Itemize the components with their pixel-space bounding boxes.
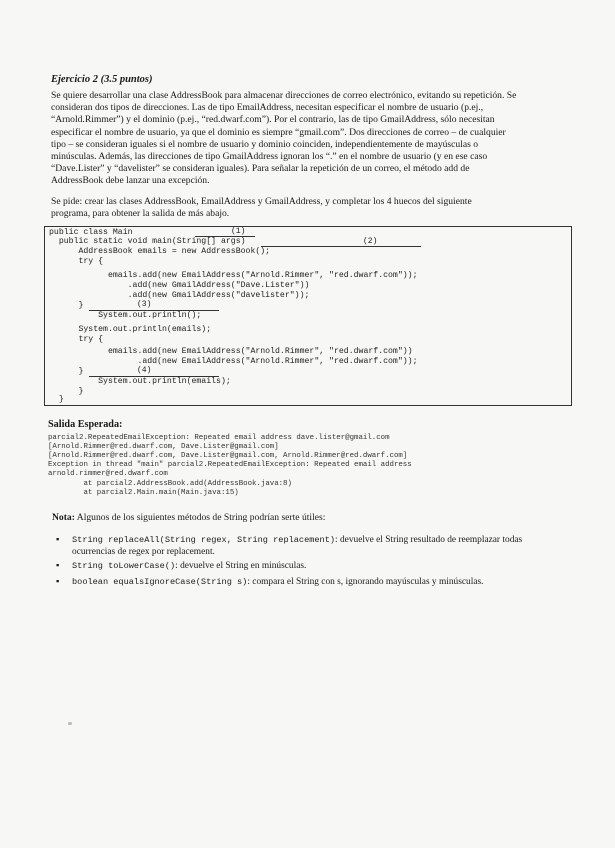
output-line: at parcial2.AddressBook.add(AddressBook.java:8) (48, 480, 292, 488)
code-line: } (49, 301, 84, 310)
blank-2 (261, 246, 421, 247)
code-line: } (49, 395, 64, 404)
method-description: : devuelve el String en minúsculas. (175, 561, 307, 571)
code-line: System.out.println(emails); (49, 325, 212, 334)
blank-label-3: (3) (137, 300, 152, 309)
note (52, 512, 325, 523)
code-line: .add(new EmailAddress("Arnold.Rimmer", "red.dwarf.com")); (49, 357, 418, 366)
paragraph-line: minúsculas. Además, las direcciones de tipo GmailAddress ignoran los “.” en el nombre de usuario (y en ese caso (51, 151, 488, 163)
bullet-icon: ▪ (56, 577, 60, 587)
code-line: try { (49, 335, 104, 344)
note-label: Nota: (52, 512, 75, 523)
output-line: [Arnold.Rimmer@red.dwarf.com, Dave.Lister@gmail.com] (48, 443, 279, 451)
method-signature: String toLowerCase() (72, 561, 176, 571)
task-description (51, 196, 575, 220)
code-line: AddressBook emails = new AddressBook(); (49, 247, 271, 256)
paragraph-line: Se quiere desarrollar una clase AddressBook para almacenar direcciones de correo electrónico, evitando su repetición. Se (51, 90, 517, 101)
code-line: } (49, 387, 84, 396)
paragraph-line: “Arnold.Rimmer”) y el dominio (p.ej., “red.dwarf.com”). Por el contrario, las de tipo GmailAddress, sólo necesitan (51, 114, 495, 126)
expected-output-title: Salida Esperada: (48, 419, 123, 430)
code-line: public class Main (49, 228, 133, 237)
paragraph-line: programa, para obtener la salida de más abajo. (51, 208, 230, 220)
code-line: emails.add(new EmailAddress("Arnold.Rimmer", "red.dwarf.com")); (49, 271, 418, 280)
code-line: .add(new GmailAddress("davelister")); (49, 291, 310, 300)
code-line: System.out.println(); (49, 311, 202, 320)
paragraph-line: especificar el nombre de usuario, ya que el dominio es siempre “gmail.com”. Dos direcciones de correo – de cualquier (51, 126, 506, 138)
method-signature: boolean equalsIgnoreCase(String s) (72, 577, 248, 587)
problem-description (51, 90, 575, 188)
output-line: parcial2.RepeatedEmailException: Repeated email address dave.lister@gmail.com (48, 434, 390, 442)
code-line: .add(new GmailAddress("Dave.Lister")) (49, 281, 310, 290)
code-line: System.out.println(emails); (49, 377, 231, 386)
output-line: [Arnold.Rimmer@red.dwarf.com, Dave.Lister@gmail.com, Arnold.Rimmer@red.dwarf.com] (48, 452, 408, 460)
bullet-icon: ▪ (56, 535, 60, 545)
method-description: : devuelve el String resultado de reemplazar todas (335, 535, 523, 545)
paragraph-line: “Dave.Lister” y “davelister” se consideran iguales). Para señalar la repetición de un correo, el método add de (51, 163, 470, 175)
paragraph-line: tipo – se consideran iguales si el nombre de usuario y dominio coinciden, independientemente de mayúsculas o (51, 138, 479, 150)
code-line: emails.add(new EmailAddress("Arnold.Rimmer", "red.dwarf.com")) (49, 347, 413, 356)
output-line: Exception in thread "main" parcial2.RepeatedEmailException: Repeated email address (48, 461, 412, 469)
scan-mark (68, 722, 72, 725)
paragraph-line: AddressBook debe lanzar una excepción. (51, 175, 210, 187)
bullet-icon: ▪ (56, 561, 60, 571)
blank-label-2: (2) (363, 237, 378, 246)
blank-label-1: (1) (231, 227, 246, 236)
code-line: public static void main(String[] args) (49, 237, 246, 246)
exercise-heading: Ejercicio 2 (3.5 puntos) (51, 74, 153, 85)
output-line: arnold.rimmer@red.dwarf.com (48, 470, 168, 478)
blank-label-4: (4) (137, 366, 152, 375)
code-listing (44, 226, 572, 406)
paragraph-line: Se pide: crear las clases AddressBook, EmailAddress y GmailAddress, y completar los 4 huecos del siguiente (51, 196, 472, 207)
paragraph-line: consideran dos tipos de direcciones. Las de tipo EmailAddress, necesitan especificar el nombre de usuario (p.ej., (51, 102, 484, 114)
code-line: try { (49, 257, 104, 266)
code-line: } (49, 367, 84, 376)
method-description-cont: ocurrencias de regex por replacement. (72, 547, 215, 557)
output-line: at parcial2.Main.main(Main.java:15) (48, 489, 239, 497)
method-signature: String replaceAll(String regex, String replacement) (72, 535, 336, 545)
note-text: Algunos de los siguientes métodos de String podrían serte útiles: (74, 512, 326, 523)
method-description: : compara el String con s, ignorando mayúsculas y minúsculas. (247, 577, 484, 587)
